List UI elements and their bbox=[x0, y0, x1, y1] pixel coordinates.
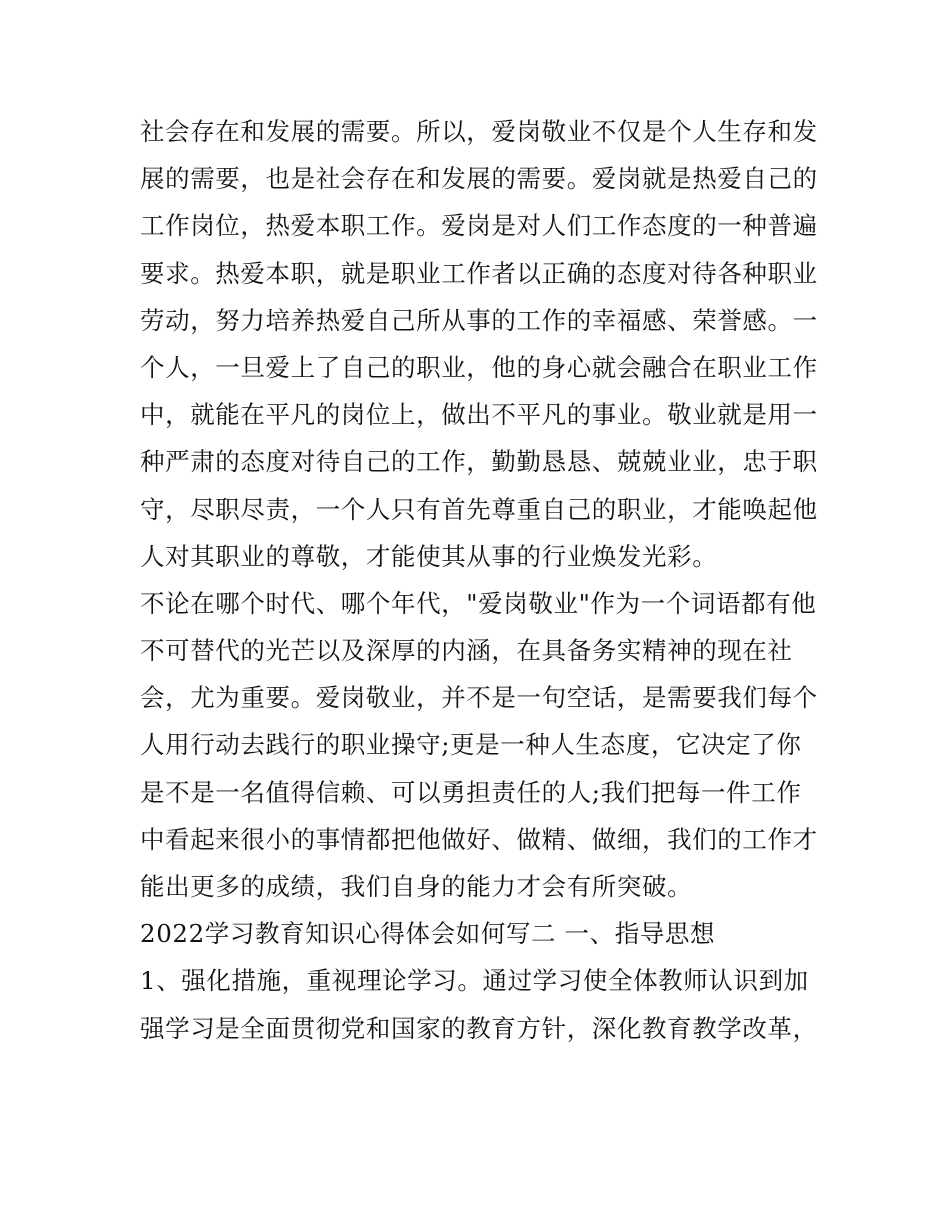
text-line: 能出更多的成绩，我们自身的能力才会有所突破。 bbox=[140, 872, 693, 901]
text-line: 种严肃的态度对待自己的工作，勤勤恳恳、兢兢业业，忠于职 bbox=[140, 447, 818, 477]
text-line: 守，尽职尽责，一个人只有首先尊重自己的职业，才能唤起他 bbox=[140, 494, 818, 524]
body-text bbox=[140, 108, 820, 1052]
text-line: 中，就能在平凡的岗位上，做出不平凡的事业。敬业就是用一 bbox=[140, 400, 818, 430]
text-line: 不论在哪个时代、哪个年代，"爱岗敬业"作为一个词语都有他 bbox=[140, 588, 817, 618]
text-line: 会，尤为重要。爱岗敬业，并不是一句空话，是需要我们每个 bbox=[140, 683, 818, 713]
text-line: 要求。热爱本职，就是职业工作者以正确的态度对待各种职业 bbox=[140, 258, 818, 288]
text-line: 人用行动去践行的职业操守;更是一种人生态度，它决定了你 bbox=[140, 730, 802, 760]
text-line: 劳动，努力培养热爱自己所从事的工作的幸福感、荣誉感。一 bbox=[140, 305, 818, 335]
section-heading: 2022学习教育知识心得体会如何写二 一、指导思想 bbox=[140, 919, 716, 949]
text-line: 展的需要，也是社会存在和发展的需要。爱岗就是热爱自己的 bbox=[140, 164, 818, 194]
text-line: 个人，一旦爱上了自己的职业，他的身心就会融合在职业工作 bbox=[140, 352, 818, 382]
text-line: 是不是一名值得信赖、可以勇担责任的人;我们把每一件工作 bbox=[140, 777, 802, 807]
text-line: 工作岗位，热爱本职工作。爱岗是对人们工作态度的一种普遍 bbox=[140, 211, 818, 241]
text-line: 强学习是全面贯彻党和国家的教育方针，深化教育教学改革， bbox=[140, 1013, 818, 1043]
text-line: 不可替代的光芒以及深厚的内涵，在具备务实精神的现在社 bbox=[140, 636, 793, 666]
text-line: 人对其职业的尊敬，才能使其从事的行业焕发光彩。 bbox=[140, 541, 718, 571]
text-line: 中看起来很小的事情都把他做好、做精、做细，我们的工作才 bbox=[140, 824, 818, 854]
text-line: 社会存在和发展的需要。所以，爱岗敬业不仅是个人生存和发 bbox=[140, 117, 818, 146]
text-line: 1、强化措施，重视理论学习。通过学习使全体教师认识到加 bbox=[140, 966, 809, 996]
